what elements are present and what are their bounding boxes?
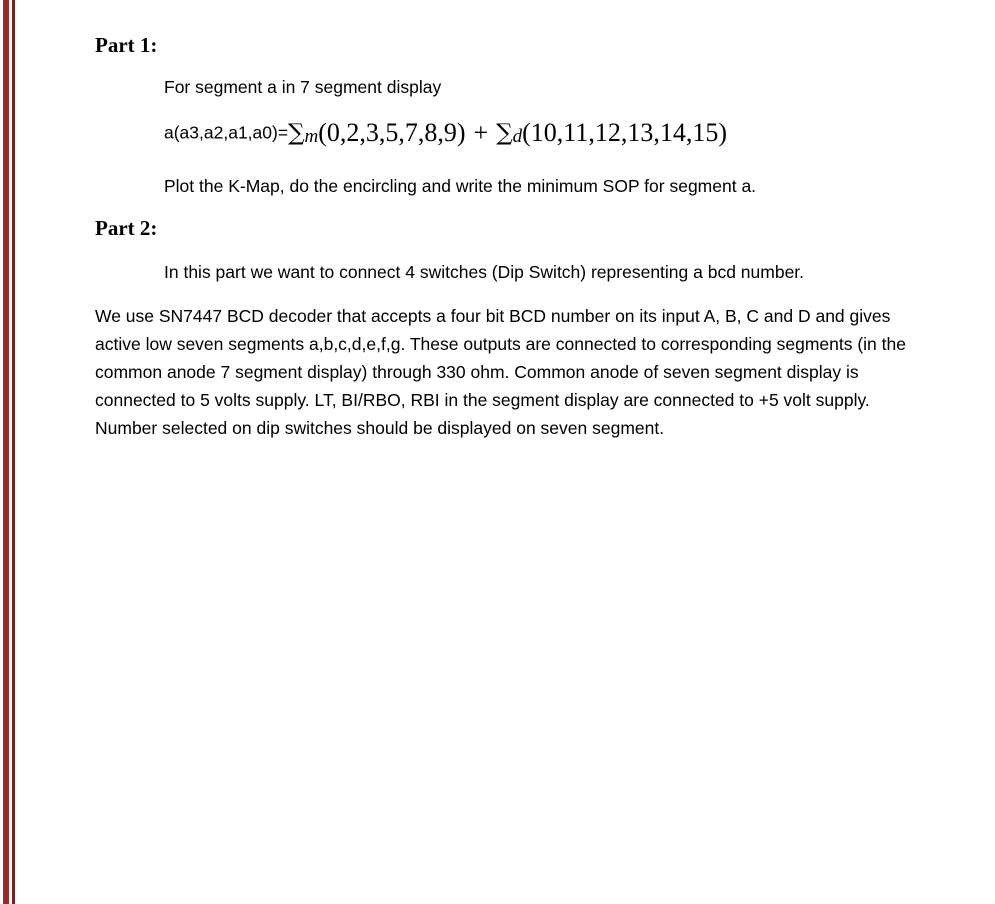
sigma-symbol-d: ∑ bbox=[496, 120, 513, 146]
part1-heading: Part 1: bbox=[95, 33, 158, 57]
paragraph-line: We use SN7447 BCD decoder that accepts a four bit BCD number on its input A, B, C and D and gives bbox=[95, 306, 891, 326]
part2-paragraph bbox=[95, 302, 993, 442]
part1-instruction: Plot the K-Map, do the encircling and write the minimum SOP for segment a. bbox=[164, 176, 757, 196]
border-bar-outer bbox=[3, 0, 9, 904]
sigma-symbol-m: ∑ bbox=[288, 120, 305, 146]
part2-heading: Part 2: bbox=[95, 216, 158, 240]
subscript-d: d bbox=[512, 126, 523, 148]
dont-cares: (10,11,12,13,14,15) bbox=[522, 118, 727, 147]
formula-lhs: a(a3,a2,a1,a0)= bbox=[164, 122, 289, 143]
paragraph-line: active low seven segments a,b,c,d,e,f,g. These outputs are connected to corresponding segments (in the bbox=[95, 334, 906, 354]
part1-intro: For segment a in 7 segment display bbox=[164, 77, 442, 97]
boolean-formula bbox=[164, 118, 727, 148]
subscript-m: m bbox=[304, 126, 319, 148]
minterms: (0,2,3,5,7,8,9) bbox=[318, 118, 466, 147]
page-border bbox=[0, 0, 18, 904]
paragraph-line: connected to 5 volts supply. LT, BI/RBO, RBI in the segment display are connected to +5 volt supply. bbox=[95, 390, 870, 410]
part2-intro: In this part we want to connect 4 switches (Dip Switch) representing a bcd number. bbox=[164, 262, 805, 282]
border-bar-inner bbox=[12, 0, 15, 904]
plus-sign: + bbox=[473, 118, 489, 147]
paragraph-line: Number selected on dip switches should be displayed on seven segment. bbox=[95, 418, 665, 438]
paragraph-line: common anode 7 segment display) through 330 ohm. Common anode of seven segment display is bbox=[95, 362, 859, 382]
